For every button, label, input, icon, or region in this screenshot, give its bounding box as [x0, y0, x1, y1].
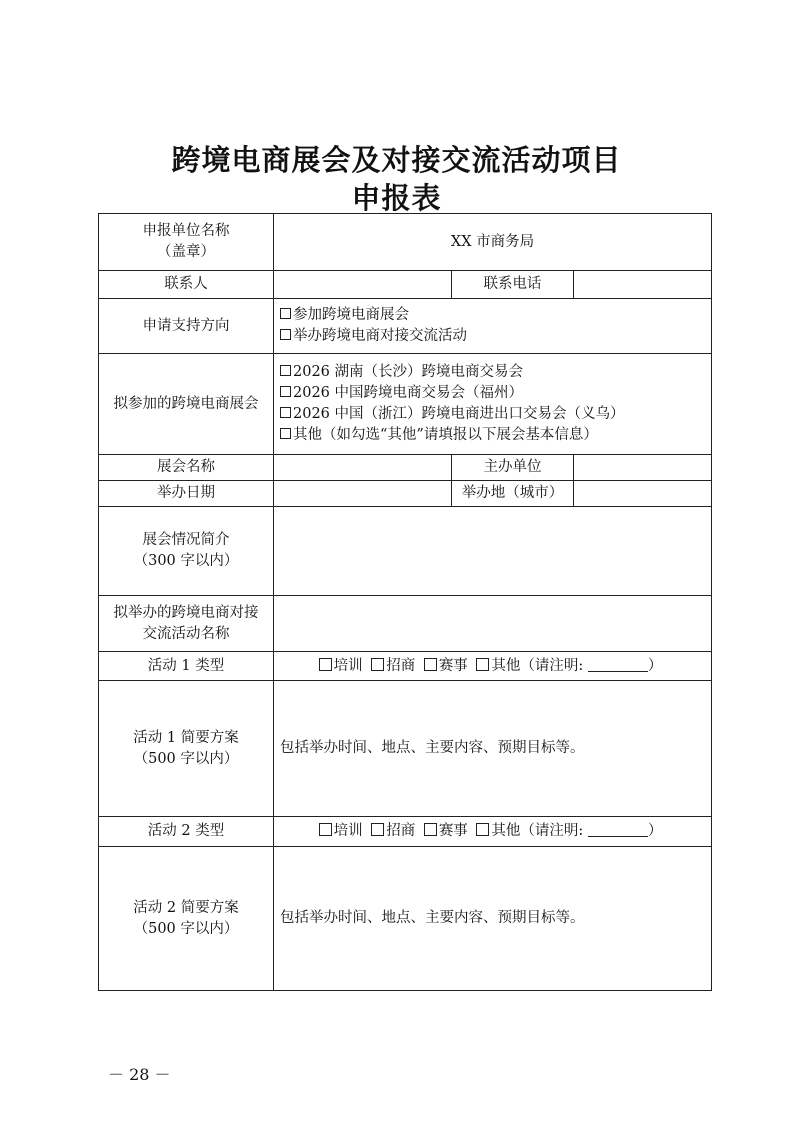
- checkbox-icon[interactable]: [280, 428, 291, 439]
- row-activity-1-plan: [99, 681, 712, 817]
- activity-1-type-options: [274, 652, 712, 681]
- direction-option[interactable]: 参加跨境电商展会: [280, 305, 705, 326]
- type-option-investment[interactable]: 招商: [371, 658, 415, 674]
- expo-option[interactable]: 其他（如勾选“其他”请填报以下展会基本信息）: [280, 425, 705, 446]
- activity-2-plan-field[interactable]: 包括举办时间、地点、主要内容、预期目标等。: [274, 847, 712, 991]
- applicant-unit-value[interactable]: XX 市商务局: [274, 214, 712, 271]
- row-contact: [99, 271, 712, 299]
- expo-intro-label: 展会情况简介 （300 字以内）: [99, 507, 274, 596]
- date-field[interactable]: [274, 481, 452, 507]
- row-expo-date: [99, 481, 712, 507]
- activity-name-field[interactable]: [274, 596, 712, 652]
- checkbox-icon[interactable]: [476, 823, 489, 836]
- checkbox-icon[interactable]: [280, 386, 291, 397]
- checkbox-icon[interactable]: [371, 658, 384, 671]
- type-option-training[interactable]: 培训: [319, 823, 363, 839]
- activity-2-type-label: 活动 2 类型: [99, 817, 274, 847]
- row-activity-2-type: [99, 817, 712, 847]
- activity-2-plan-label: 活动 2 简要方案 （500 字以内）: [99, 847, 274, 991]
- checkbox-icon[interactable]: [476, 658, 489, 671]
- page-number: － 28 －: [108, 1065, 171, 1084]
- type-option-other[interactable]: 其他（请注明: ）: [476, 658, 662, 674]
- row-expo-intro: [99, 507, 712, 596]
- expo-intro-field[interactable]: [274, 507, 712, 596]
- row-applicant-unit: [99, 214, 712, 271]
- venue-label: 举办地（城市）: [452, 481, 574, 507]
- other-specify-blank[interactable]: [588, 822, 648, 837]
- type-option-competition[interactable]: 赛事: [424, 658, 468, 674]
- checkbox-icon[interactable]: [371, 823, 384, 836]
- support-direction-label: 申请支持方向: [99, 299, 274, 354]
- row-activity-1-type: [99, 652, 712, 681]
- expo-option[interactable]: 2026 中国跨境电商交易会（福州）: [280, 383, 705, 404]
- expo-option[interactable]: 2026 中国（浙江）跨境电商进出口交易会（义乌）: [280, 404, 705, 425]
- type-option-training[interactable]: 培训: [319, 658, 363, 674]
- planned-expo-label: 拟参加的跨境电商展会: [99, 354, 274, 455]
- applicant-unit-label: 申报单位名称 （盖章）: [99, 214, 274, 271]
- support-direction-options: [274, 299, 712, 354]
- planned-expo-options: [274, 354, 712, 455]
- date-label: 举办日期: [99, 481, 274, 507]
- activity-name-label: 拟举办的跨境电商对接 交流活动名称: [99, 596, 274, 652]
- activity-1-plan-label: 活动 1 简要方案 （500 字以内）: [99, 681, 274, 817]
- form-title-line-1: 跨境电商展会及对接交流活动项目: [171, 143, 622, 177]
- activity-2-type-options: [274, 817, 712, 847]
- contact-field[interactable]: [274, 271, 452, 299]
- checkbox-icon[interactable]: [280, 365, 291, 376]
- type-option-investment[interactable]: 招商: [371, 823, 415, 839]
- type-option-other[interactable]: 其他（请注明: ）: [476, 823, 662, 839]
- application-form-table: [98, 213, 712, 991]
- organizer-field[interactable]: [574, 455, 712, 481]
- row-activity-name: [99, 596, 712, 652]
- checkbox-icon[interactable]: [424, 823, 437, 836]
- activity-1-plan-field[interactable]: 包括举办时间、地点、主要内容、预期目标等。: [274, 681, 712, 817]
- row-planned-expo: [99, 354, 712, 455]
- checkbox-icon[interactable]: [319, 658, 332, 671]
- checkbox-icon[interactable]: [280, 308, 291, 319]
- organizer-label: 主办单位: [452, 455, 574, 481]
- row-expo-name: [99, 455, 712, 481]
- expo-name-field[interactable]: [274, 455, 452, 481]
- other-specify-blank[interactable]: [588, 657, 648, 672]
- direction-option[interactable]: 举办跨境电商对接交流活动: [280, 326, 705, 347]
- venue-field[interactable]: [574, 481, 712, 507]
- row-support-direction: [99, 299, 712, 354]
- phone-label: 联系电话: [452, 271, 574, 299]
- activity-1-type-label: 活动 1 类型: [99, 652, 274, 681]
- checkbox-icon[interactable]: [280, 407, 291, 418]
- expo-option[interactable]: 2026 湖南（长沙）跨境电商交易会: [280, 362, 705, 383]
- type-option-competition[interactable]: 赛事: [424, 823, 468, 839]
- form-title-line-2: 申报表: [351, 181, 442, 215]
- row-activity-2-plan: [99, 847, 712, 991]
- checkbox-icon[interactable]: [319, 823, 332, 836]
- phone-field[interactable]: [574, 271, 712, 299]
- contact-label: 联系人: [99, 271, 274, 299]
- checkbox-icon[interactable]: [280, 329, 291, 340]
- checkbox-icon[interactable]: [424, 658, 437, 671]
- expo-name-label: 展会名称: [99, 455, 274, 481]
